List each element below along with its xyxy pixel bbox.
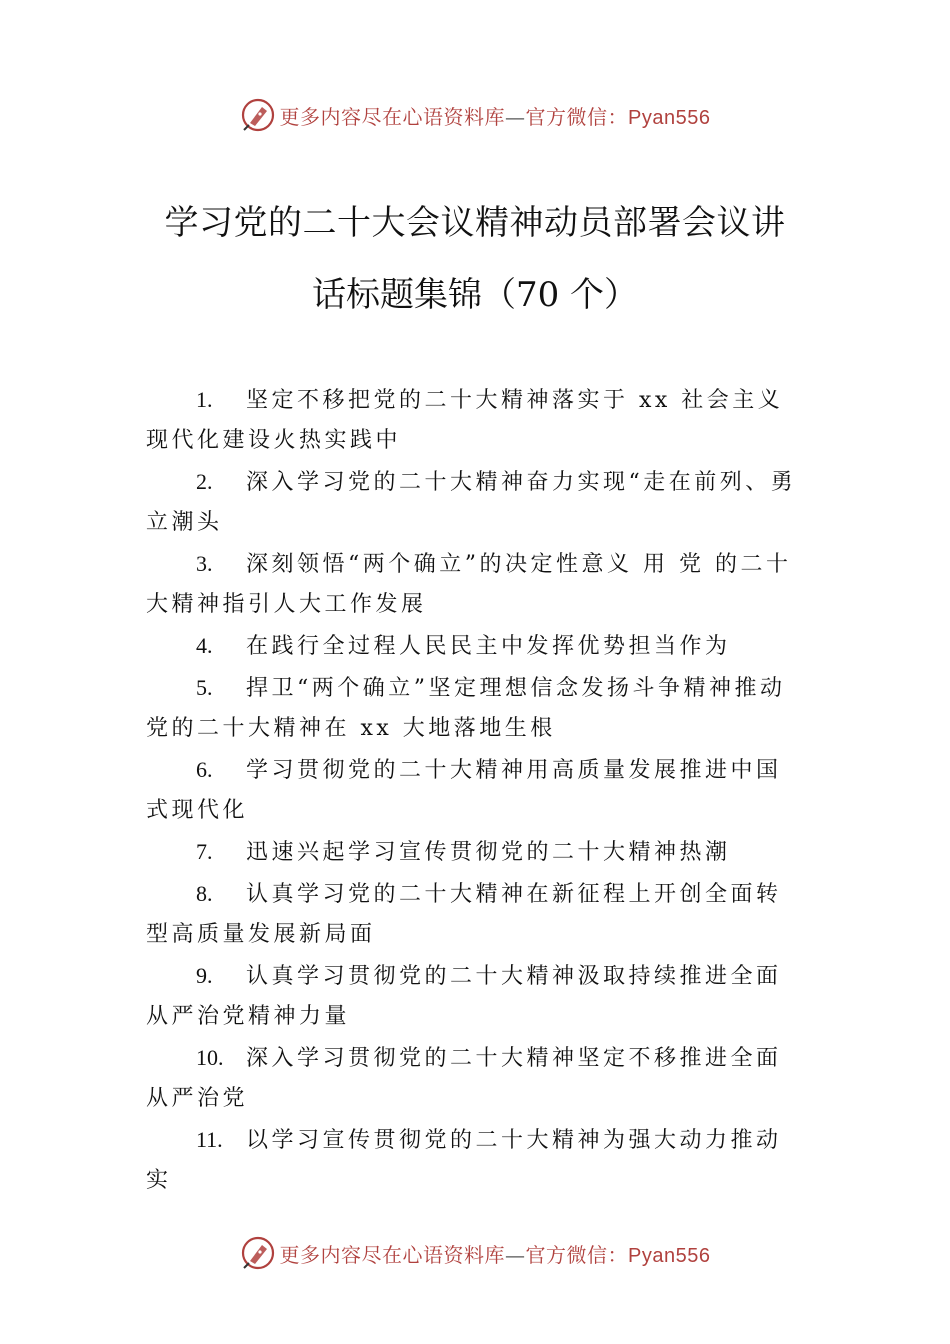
item-number: 7. — [196, 839, 213, 864]
item-text: 以学习宣传贯彻党的二十大精神为强大动力推动实 — [146, 1128, 782, 1193]
list-item — [146, 1120, 806, 1201]
brand-text: 更多内容尽在心语资料库 — [279, 104, 506, 129]
pen-nib-icon — [240, 1235, 276, 1271]
list-item — [146, 544, 806, 625]
item-number: 2. — [196, 469, 213, 494]
title-list — [146, 380, 806, 1202]
item-text: 深入学习贯彻党的二十大精神坚定不移推进全面从严治党 — [146, 1046, 782, 1111]
wechat-id: Pyan556 — [628, 1244, 711, 1267]
item-text: 坚定不移把党的二十大精神落实于 xx 社会主义现代化建设火热实践中 — [146, 388, 784, 453]
list-item — [146, 874, 806, 955]
list-item — [146, 380, 806, 461]
pen-nib-icon — [240, 97, 276, 133]
item-number: 3. — [196, 551, 213, 576]
item-text: 深入学习党的二十大精神奋力实现“走在前列、勇立潮头 — [146, 470, 797, 535]
item-number: 5. — [196, 675, 213, 700]
item-text: 认真学习贯彻党的二十大精神汲取持续推进全面从严治党精神力量 — [146, 964, 782, 1029]
item-text: 迅速兴起学习宣传贯彻党的二十大精神热潮 — [246, 840, 731, 865]
item-number: 1. — [196, 387, 213, 412]
list-item — [146, 1038, 806, 1119]
wechat-label: 官方微信： — [525, 104, 629, 129]
item-number: 4. — [196, 633, 213, 658]
item-text: 深刻领悟“两个确立”的决定性意义 用 党 的二十大精神指引人大工作发展 — [146, 552, 792, 617]
wechat-id: Pyan556 — [628, 106, 711, 129]
watermark-banner-bottom — [0, 1233, 950, 1273]
item-text: 在践行全过程人民民主中发挥优势担当作为 — [246, 634, 731, 659]
page-title-line-2: 话标题集锦（70 个） — [311, 275, 639, 315]
watermark-banner-top — [0, 95, 950, 135]
item-number: 6. — [196, 757, 213, 782]
item-number: 9. — [196, 963, 213, 988]
list-item — [146, 626, 806, 667]
brand-text: 更多内容尽在心语资料库 — [279, 1242, 506, 1267]
item-text: 捍卫“两个确立”坚定理想信念发扬斗争精神推动党的二十大精神在 xx 大地落地生根 — [146, 676, 786, 741]
dash: — — [505, 1242, 526, 1267]
list-item — [146, 832, 806, 873]
wechat-label: 官方微信： — [525, 1242, 629, 1267]
list-item — [146, 462, 806, 543]
list-item — [146, 668, 806, 749]
item-number: 11. — [196, 1127, 223, 1152]
watermark-text — [280, 101, 711, 130]
item-number: 8. — [196, 881, 213, 906]
list-item — [146, 956, 806, 1037]
list-item — [146, 750, 806, 831]
dash: — — [505, 104, 526, 129]
item-text: 学习贯彻党的二十大精神用高质量发展推进中国式现代化 — [146, 758, 782, 823]
watermark-text — [280, 1239, 711, 1268]
page-title-line-1: 学习党的二十大会议精神动员部署会议讲 — [164, 203, 786, 243]
item-number: 10. — [196, 1045, 224, 1070]
item-text: 认真学习党的二十大精神在新征程上开创全面转型高质量发展新局面 — [146, 882, 782, 947]
